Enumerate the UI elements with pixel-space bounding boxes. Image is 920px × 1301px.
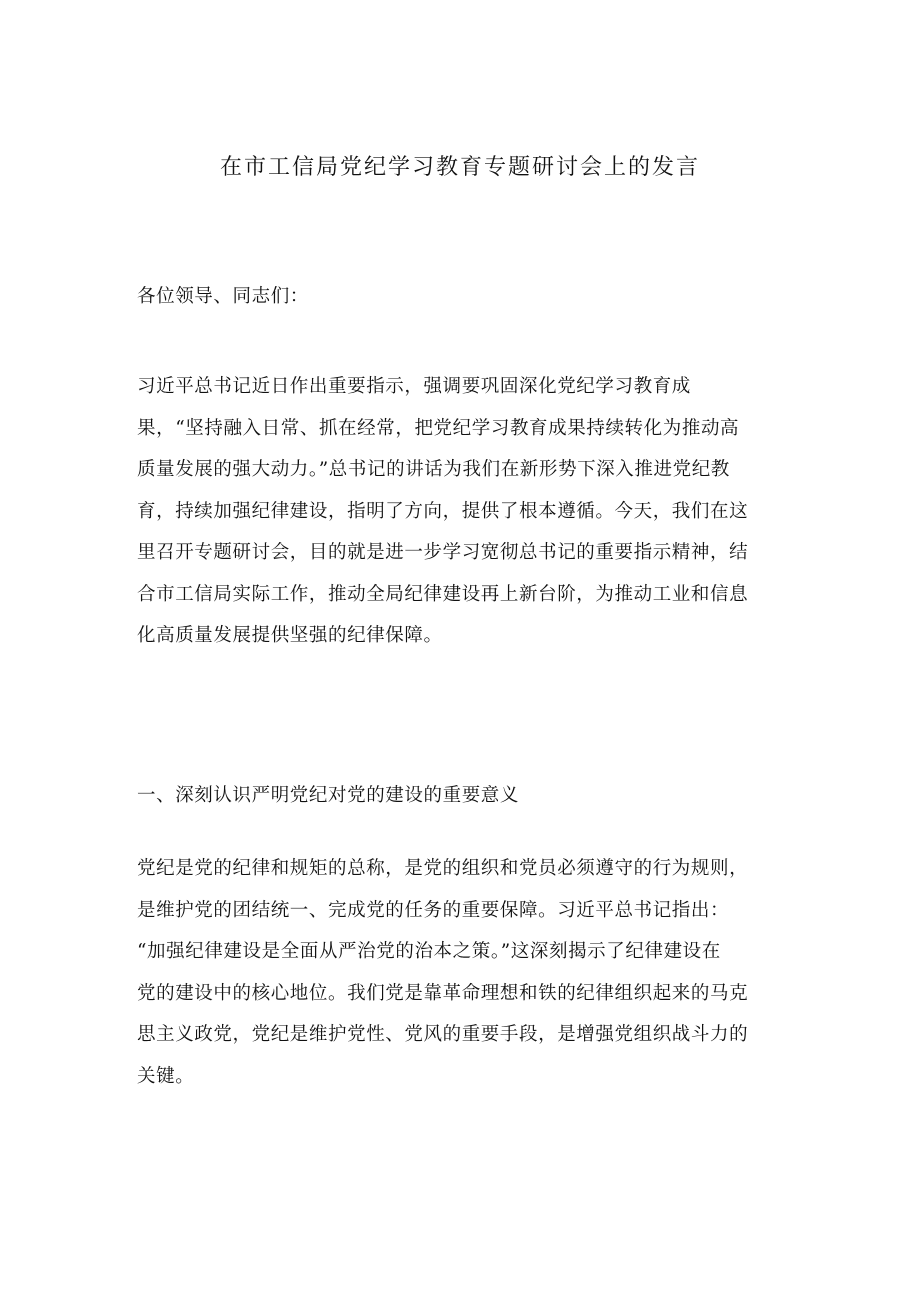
paragraph-line: “加强纪律建设是全面从严治党的治本之策。”这深刻揭示了纪律建设在: [137, 941, 721, 962]
document-title: 在市工信局党纪学习教育专题研讨会上的发言: [219, 155, 700, 180]
paragraph-line: 里召开专题研讨会，目的就是进一步学习宽彻总书记的重要指示精神，结: [137, 542, 749, 563]
greeting: 各位领导、同志们：: [137, 286, 309, 307]
section-heading-1: 一、深刻认识严明党纪对党的建设的重要意义: [137, 785, 520, 806]
paragraph-line: 习近平总书记近日作出重要指示，强调要巩固深化党纪学习教育成: [137, 376, 691, 397]
paragraph-line: 果，“坚持融入日常、抓在经常，把党纪学习教育成果持续转化为推动高: [137, 417, 740, 439]
paragraph-line: 育，持续加强纪律建设，指明了方向，提供了根本遵循。今天，我们在这: [137, 500, 749, 522]
paragraph-section-1: [137, 848, 787, 1097]
paragraph-line: 合市工信局实际工作，推动全局纪律建设再上新台阶，为推动工业和信息: [137, 583, 749, 605]
paragraph-line: 化高质量发展提供坚强的纪律保障。: [137, 625, 443, 646]
paragraph-line: 关键。: [137, 1065, 195, 1087]
paragraph-line: 思主义政党，党纪是维护党性、党风的重要手段，是增强党组织战斗力的: [137, 1024, 749, 1045]
paragraph-line: 党纪是党的纪律和规矩的总称，是党的组织和党员必须遵守的行为规则，: [137, 858, 749, 879]
paragraph-line: 质量发展的强大动力。”总书记的讲话为我们在新形势下深入推进党纪教: [137, 459, 730, 480]
paragraph-line: 是维护党的团结统一、完成党的任务的重要保障。习近平总书记指出：: [137, 899, 730, 921]
paragraph-line: 党的建设中的核心地位。我们党是靠革命理想和铁的纪律组织起来的马克: [137, 982, 749, 1004]
paragraph-intro: [137, 366, 787, 657]
